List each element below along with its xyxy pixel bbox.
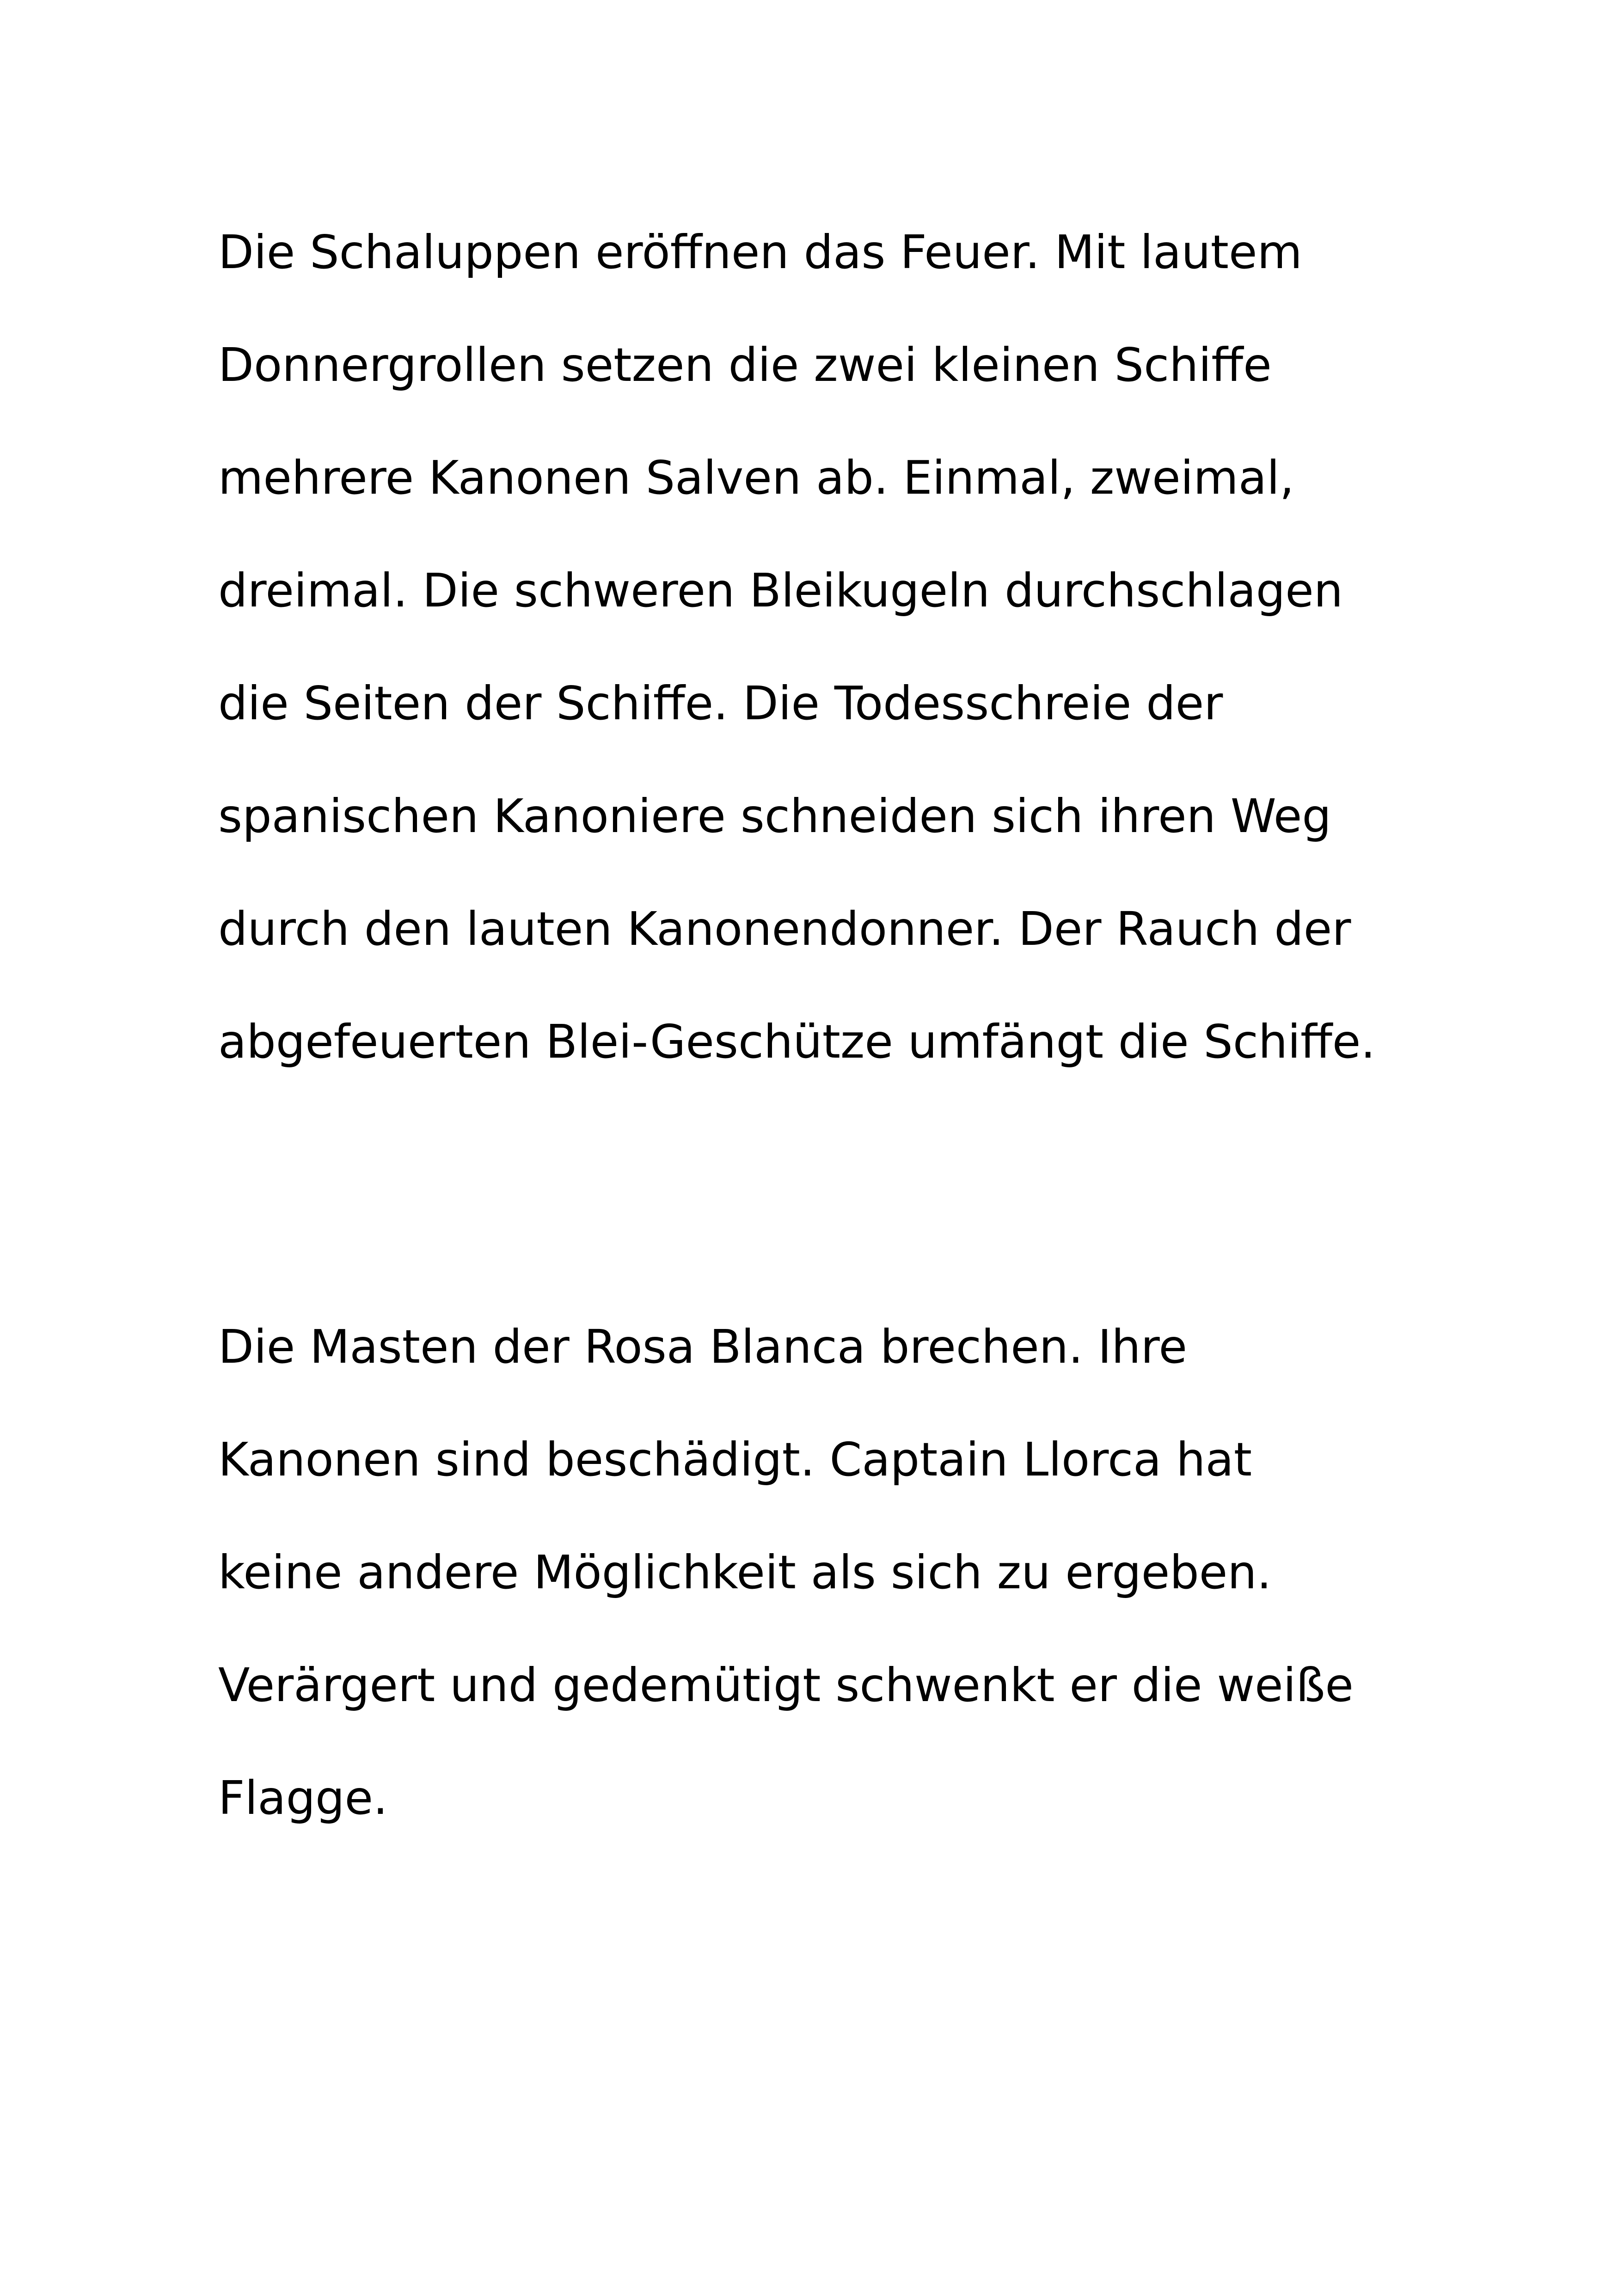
paragraph-line: die Seiten der Schiffe. Die Todesschreie der [218, 676, 1223, 730]
paragraph-line: durch den lauten Kanonendonner. Der Rauch der [218, 902, 1351, 956]
paragraph-1 [218, 196, 1466, 1098]
paragraph-line: mehrere Kanonen Salven ab. Einmal, zweimal, [218, 451, 1294, 505]
paragraph-line: Die Schaluppen eröffnen das Feuer. Mit lautem [218, 225, 1302, 279]
paragraph-line: Kanonen sind beschädigt. Captain Llorca hat [218, 1433, 1252, 1487]
paragraph-2 [218, 1291, 1466, 1855]
paragraph-line: abgefeuerten Blei-Geschütze umfängt die Schiffe. [218, 1015, 1376, 1069]
paragraph-line: keine andere Möglichkeit als sich zu ergeben. [218, 1545, 1272, 1599]
paragraph-line: spanischen Kanoniere schneiden sich ihren Weg [218, 789, 1331, 843]
paragraph-line: Verärgert und gedemütigt schwenkt er die weiße [218, 1658, 1354, 1712]
paragraph-line: Flagge. [218, 1771, 388, 1825]
paragraph-line: Die Masten der Rosa Blanca brechen. Ihre [218, 1320, 1188, 1374]
paragraph-line: Donnergrollen setzen die zwei kleinen Schiffe [218, 338, 1272, 392]
paragraph-line: dreimal. Die schweren Bleikugeln durchschlagen [218, 563, 1343, 618]
